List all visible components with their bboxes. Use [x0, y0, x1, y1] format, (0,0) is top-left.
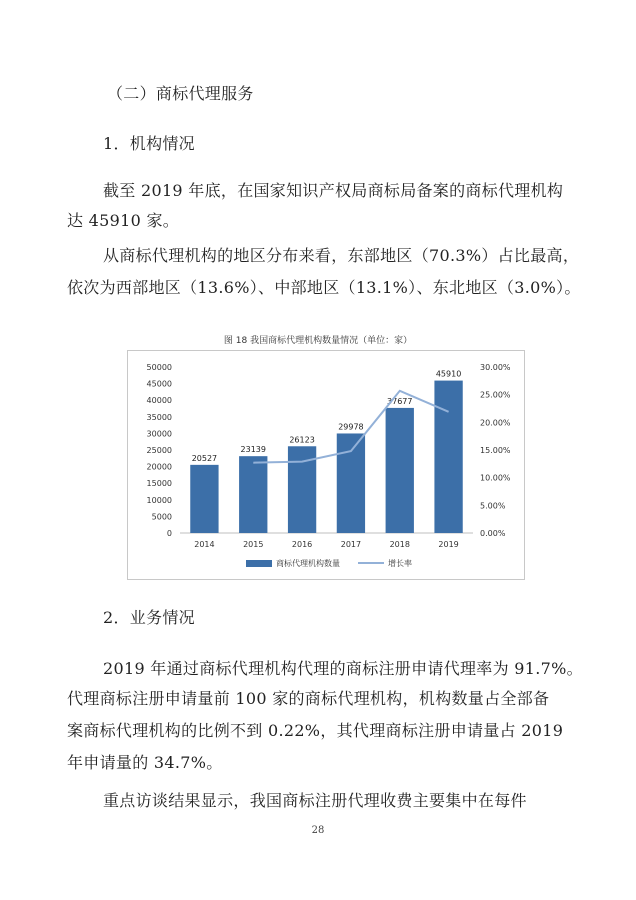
- bar-data-label: 37677: [387, 396, 413, 406]
- left-axis-tick-label: 25000: [146, 446, 172, 455]
- paragraph-line: 从商标代理机构的地区分布来看，东部地区（70.3%）占比最高，: [103, 246, 580, 265]
- left-axis-tick-label: 35000: [146, 412, 172, 422]
- bar-data-label: 29978: [338, 422, 364, 432]
- legend-swatch-bars: [246, 560, 272, 567]
- x-axis-tick-label: 2015: [243, 540, 264, 549]
- chart-title: 图 18 我国商标代理机构数量情况（单位：家）: [223, 336, 413, 346]
- x-axis-tick-label: 2018: [389, 540, 410, 549]
- subsection-title-business: 2．业务情况: [103, 608, 195, 627]
- subsection-title-institutions: 1．机构情况: [103, 134, 195, 153]
- right-axis-tick-label: 0.00%: [480, 529, 506, 538]
- bar-data-label: 20527: [191, 453, 218, 463]
- page-number: 28: [311, 825, 325, 836]
- x-axis-tick-label: 2016: [291, 540, 313, 549]
- paragraph-line: 案商标代理机构的比例不到 0.22%，其代理商标注册申请量占 2019: [67, 721, 564, 740]
- legend-label-line: 增长率: [388, 559, 412, 568]
- bar-data-label: 23139: [240, 445, 266, 455]
- bar-data-label: 45910: [435, 369, 462, 379]
- left-axis-tick-label: 40000: [146, 396, 172, 406]
- right-axis-tick-label: 5.00%: [480, 501, 506, 511]
- left-axis-tick-label: 10000: [146, 495, 172, 505]
- left-axis-tick-label: 30000: [146, 429, 172, 439]
- x-axis-tick-label: 2019: [438, 540, 459, 549]
- left-axis-tick-label: 15000: [146, 479, 172, 489]
- paragraph-line: 重点访谈结果显示，我国商标注册代理收费主要集中在每件: [103, 791, 527, 810]
- bar: [434, 381, 462, 533]
- x-axis-tick-label: 2017: [340, 540, 362, 549]
- paragraph-line: 年申请量的 34.7%。: [67, 753, 223, 772]
- section-title: （二）商标代理服务: [107, 84, 254, 103]
- bar: [386, 408, 414, 533]
- legend-label-bars: 商标代理机构数量: [276, 559, 340, 568]
- right-axis-tick-label: 30.00%: [480, 363, 511, 372]
- paragraph-line: 2019 年通过商标代理机构代理的商标注册申请代理率为 91.7%。: [103, 659, 583, 678]
- right-axis-tick-label: 10.00%: [480, 473, 511, 483]
- paragraph-line: 依次为西部地区（13.6%）、中部地区（13.1%）、东北地区（3.0%）。: [67, 278, 581, 297]
- paragraph-line: 截至 2019 年底，在国家知识产权局商标局备案的商标代理机构: [103, 181, 564, 200]
- right-axis-tick-label: 20.00%: [480, 418, 511, 428]
- left-axis-tick-label: 0: [166, 529, 172, 538]
- bar: [239, 456, 267, 533]
- bar: [190, 465, 218, 533]
- right-axis-tick-label: 25.00%: [480, 390, 511, 400]
- right-axis-tick-label: 15.00%: [480, 446, 511, 455]
- left-axis-tick-label: 20000: [146, 462, 172, 472]
- left-axis-tick-label: 45000: [146, 379, 172, 389]
- left-axis-tick-label: 5000: [151, 512, 172, 522]
- bar-data-label: 26123: [289, 435, 315, 445]
- paragraph-line: 达 45910 家。: [67, 211, 180, 230]
- left-axis-tick-label: 50000: [146, 363, 172, 372]
- x-axis-tick-label: 2014: [194, 540, 215, 549]
- bar: [337, 433, 365, 533]
- chart-frame: [127, 350, 525, 580]
- paragraph-line: 代理商标注册申请量前 100 家的商标代理机构，机构数量占全部备: [67, 689, 550, 708]
- bar-line-chart: [128, 351, 524, 579]
